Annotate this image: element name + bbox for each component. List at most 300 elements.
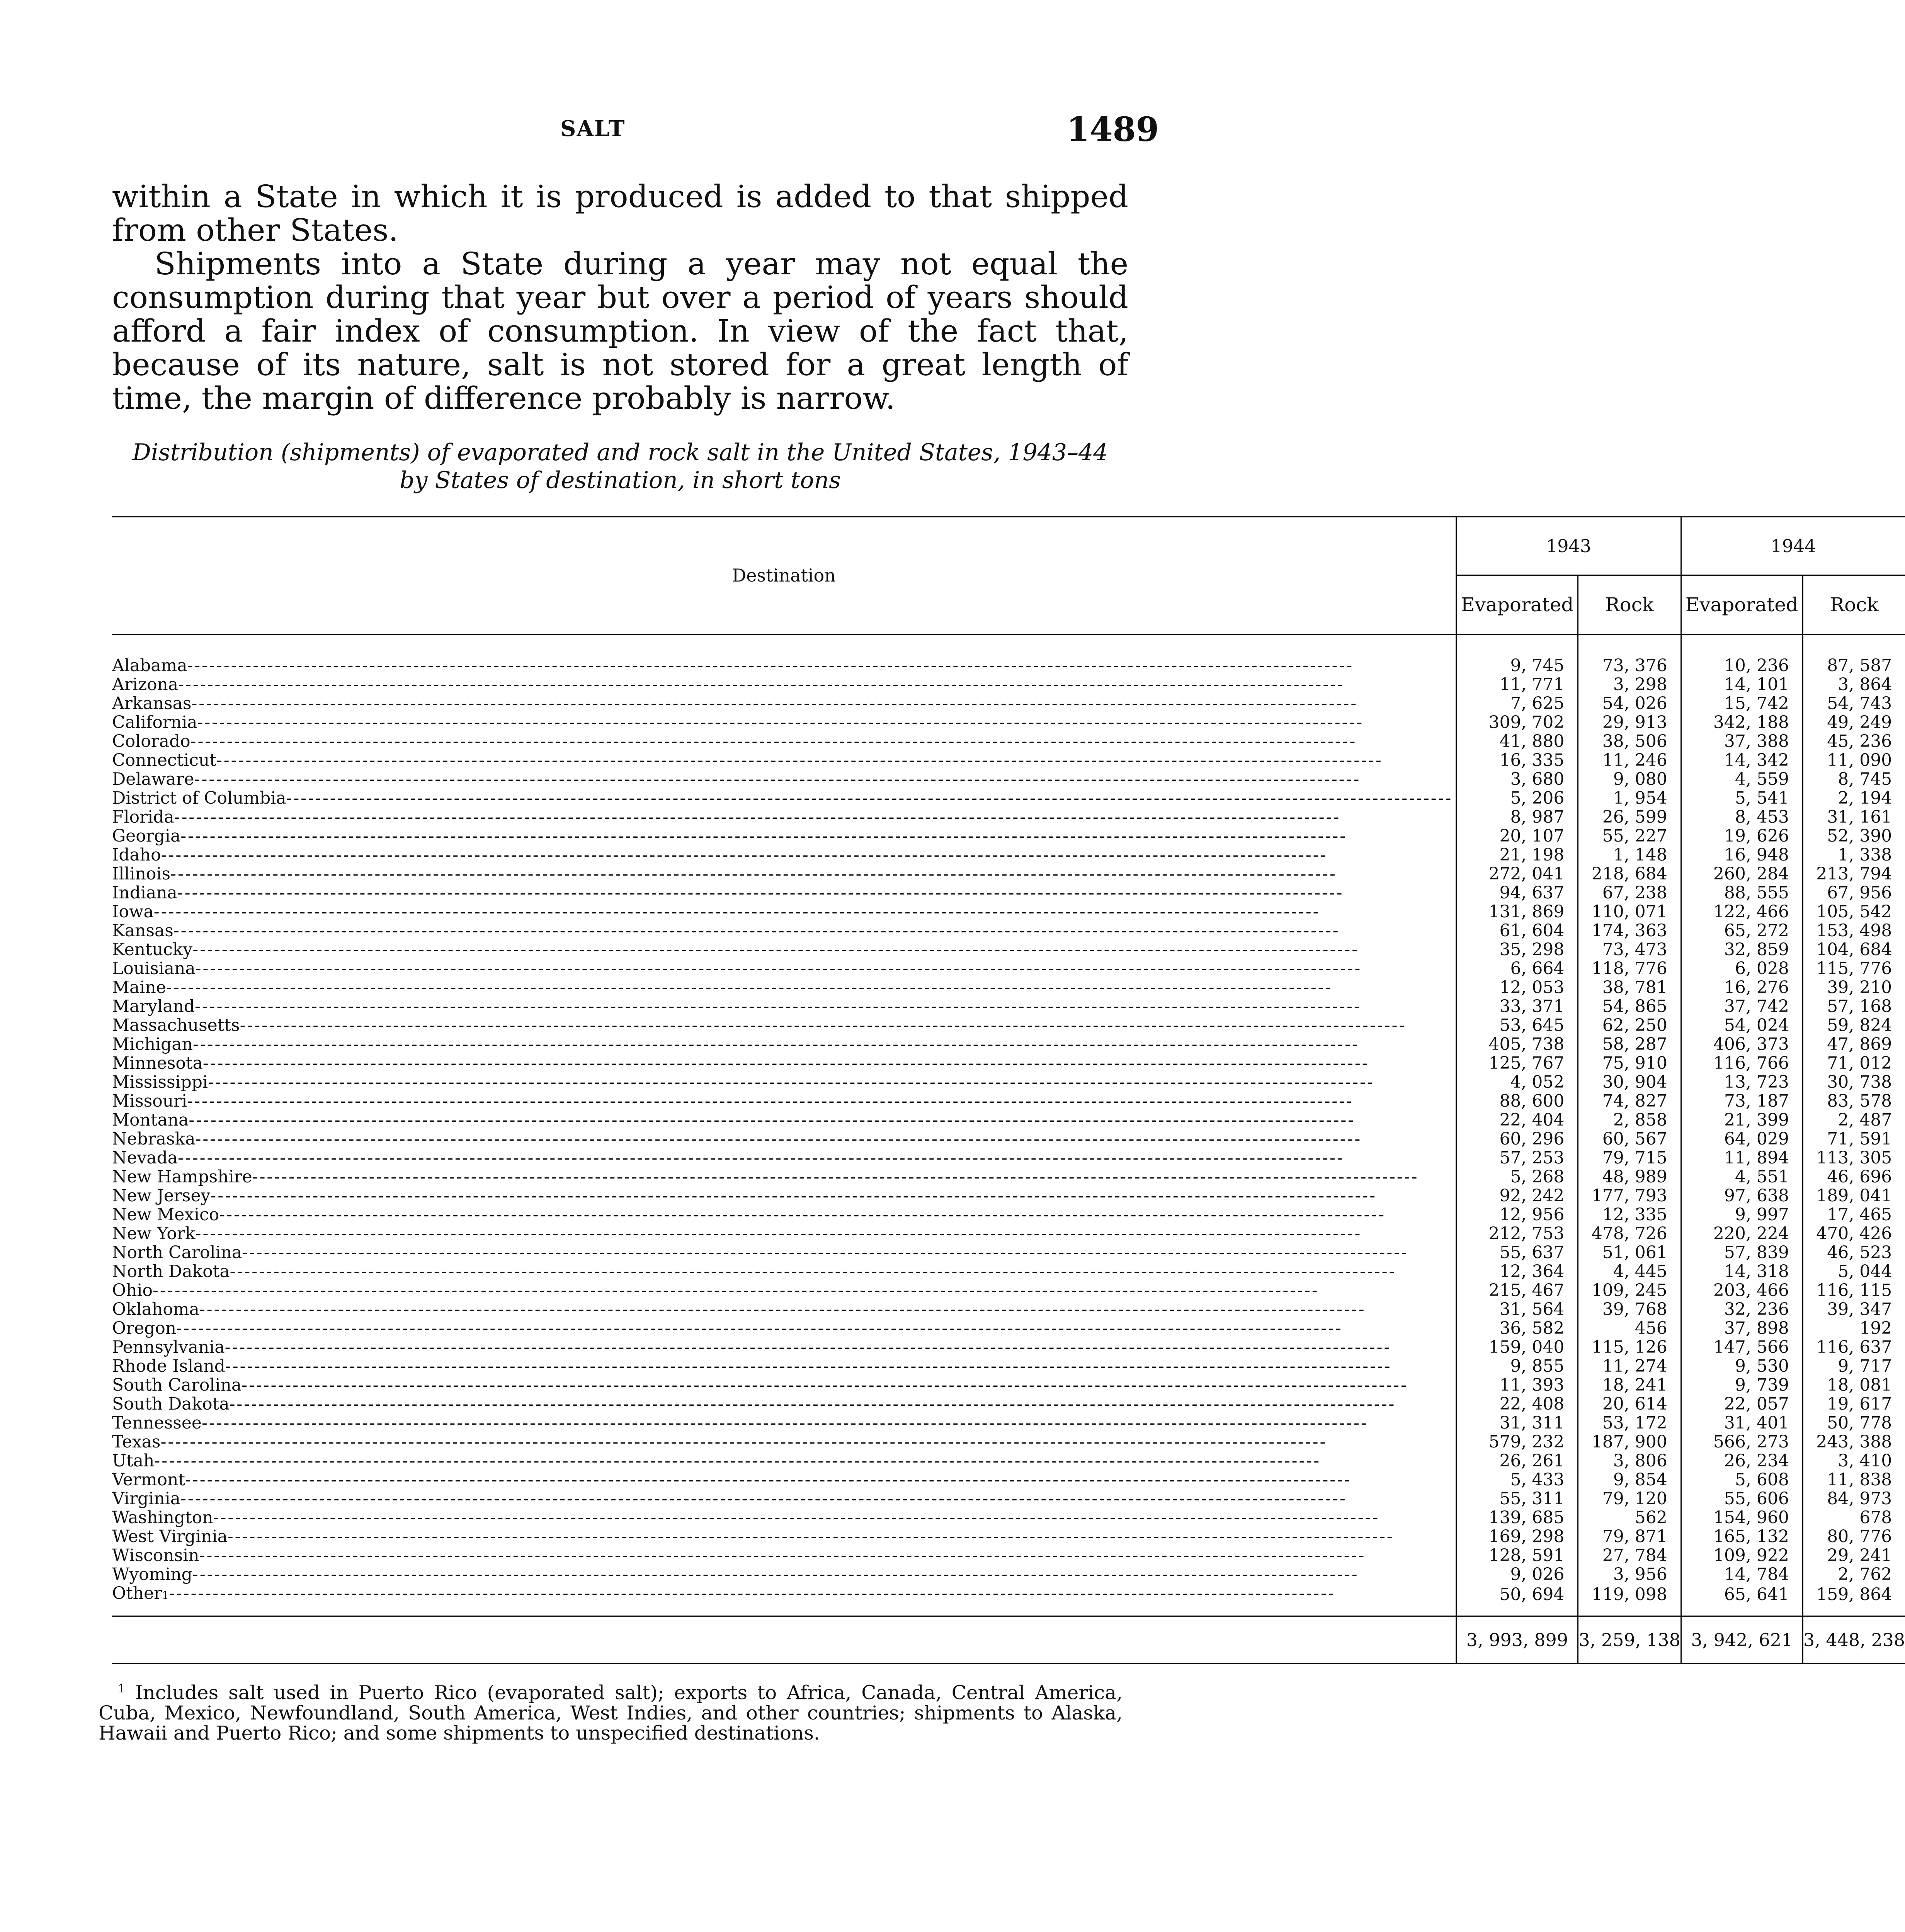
- value-cell: 30, 904: [1578, 1073, 1681, 1092]
- destination-label: Florida: [112, 807, 174, 827]
- value-cell: 105, 542: [1803, 902, 1905, 921]
- destination-label: New Jersey: [112, 1186, 211, 1206]
- value-cell: 9, 739: [1681, 1376, 1803, 1395]
- destination-cell: [112, 1186, 1456, 1205]
- dot-leader: [153, 1281, 1453, 1300]
- dot-leader: [197, 713, 1453, 732]
- table-row: [112, 1338, 1905, 1357]
- destination-cell: [112, 770, 1456, 789]
- value-cell: 406, 373: [1681, 1035, 1803, 1054]
- table-row: [112, 751, 1905, 770]
- value-cell: 67, 956: [1803, 883, 1905, 902]
- dot-leader: [199, 1300, 1453, 1319]
- value-cell: 215, 467: [1456, 1281, 1578, 1300]
- paragraph: Shipments into a State during a year may not equal the consumption during that year but over a period of years should afford a fair index of consumption. In view of the fact that, because of its nature, salt is not stored for a great length of time, the margin of difference probably is narrow.: [112, 246, 1128, 416]
- value-cell: 30, 738: [1803, 1073, 1905, 1092]
- value-cell: 7, 625: [1456, 694, 1578, 713]
- value-cell: 9, 530: [1681, 1357, 1803, 1376]
- table-row: [112, 1148, 1905, 1167]
- table-row: [112, 883, 1905, 902]
- value-cell: 405, 738: [1456, 1035, 1578, 1054]
- value-cell: 57, 168: [1803, 997, 1905, 1016]
- destination-label: Alabama: [112, 656, 187, 675]
- table-row: [112, 694, 1905, 713]
- destination-header: Destination: [732, 565, 836, 586]
- destination-cell: [112, 1376, 1456, 1395]
- value-cell: 4, 445: [1578, 1262, 1681, 1281]
- value-cell: 52, 390: [1803, 827, 1905, 845]
- value-cell: 29, 241: [1803, 1546, 1905, 1565]
- value-cell: 11, 246: [1578, 751, 1681, 770]
- destination-label: Utah: [112, 1451, 155, 1471]
- value-cell: 67, 238: [1578, 883, 1681, 902]
- table-caption: [112, 439, 1128, 494]
- running-head: SALT: [560, 116, 626, 141]
- value-cell: 5, 608: [1681, 1470, 1803, 1489]
- total-cell: 3, 942, 621: [1681, 1616, 1803, 1664]
- dot-leader: [202, 1413, 1453, 1432]
- value-cell: 14, 101: [1681, 675, 1803, 694]
- destination-label: South Dakota: [112, 1394, 230, 1414]
- table-row: [112, 864, 1905, 883]
- table-row: [112, 1546, 1905, 1565]
- dot-leader: [180, 1489, 1453, 1508]
- destination-label: New Hampshire: [112, 1167, 252, 1187]
- total-cell: 3, 259, 138: [1578, 1616, 1681, 1664]
- destination-cell: [112, 1092, 1456, 1111]
- value-cell: 260, 284: [1681, 864, 1803, 883]
- destination-label: New York: [112, 1224, 196, 1243]
- value-cell: 309, 702: [1456, 713, 1578, 732]
- value-cell: 14, 342: [1681, 751, 1803, 770]
- dot-leader: [154, 1451, 1453, 1470]
- value-cell: 159, 040: [1456, 1338, 1578, 1357]
- value-cell: 16, 276: [1681, 978, 1803, 997]
- destination-cell: [112, 1319, 1456, 1338]
- value-cell: 203, 466: [1681, 1281, 1803, 1300]
- value-cell: 19, 626: [1681, 827, 1803, 845]
- value-cell: 2, 858: [1578, 1111, 1681, 1129]
- value-cell: 21, 198: [1456, 845, 1578, 864]
- value-cell: 109, 245: [1578, 1281, 1681, 1300]
- value-cell: 562: [1578, 1508, 1681, 1527]
- table-row: [112, 1300, 1905, 1319]
- destination-label: California: [112, 713, 197, 732]
- dot-leader: [225, 1338, 1453, 1357]
- dot-leader: [176, 1319, 1453, 1338]
- destination-label: Minnesota: [112, 1053, 203, 1073]
- dot-leader: [185, 1470, 1453, 1489]
- table-row: [112, 1451, 1905, 1470]
- table-row: [112, 902, 1905, 921]
- value-cell: 177, 793: [1578, 1186, 1681, 1205]
- value-cell: 116, 637: [1803, 1338, 1905, 1357]
- value-cell: 169, 298: [1456, 1527, 1578, 1546]
- value-cell: 74, 827: [1578, 1092, 1681, 1111]
- destination-cell: [112, 634, 1456, 675]
- destination-label: Virginia: [112, 1489, 180, 1509]
- dot-leader: [210, 1186, 1453, 1205]
- value-cell: 57, 839: [1681, 1243, 1803, 1262]
- value-cell: 26, 234: [1681, 1451, 1803, 1470]
- value-cell: 19, 617: [1803, 1395, 1905, 1413]
- value-cell: 17, 465: [1803, 1205, 1905, 1224]
- value-cell: 5, 044: [1803, 1262, 1905, 1281]
- value-cell: 678: [1803, 1508, 1905, 1527]
- column-header: Rock: [1803, 575, 1905, 634]
- dot-leader: [228, 1527, 1453, 1546]
- value-cell: 189, 041: [1803, 1186, 1905, 1205]
- value-cell: 8, 453: [1681, 808, 1803, 827]
- value-cell: 579, 232: [1456, 1432, 1578, 1451]
- value-cell: 11, 838: [1803, 1470, 1905, 1489]
- dot-leader: [170, 864, 1453, 883]
- value-cell: 3, 298: [1578, 675, 1681, 694]
- column-header: Rock: [1578, 575, 1681, 634]
- destination-label: North Dakota: [112, 1262, 230, 1281]
- value-cell: 80, 776: [1803, 1527, 1905, 1546]
- value-cell: 2, 762: [1803, 1565, 1905, 1584]
- destination-cell: [112, 1470, 1456, 1489]
- dot-leader: [187, 656, 1453, 675]
- value-cell: 128, 591: [1456, 1546, 1578, 1565]
- destination-label: Montana: [112, 1110, 189, 1130]
- destination-cell: [112, 959, 1456, 978]
- value-cell: 6, 664: [1456, 959, 1578, 978]
- value-cell: 3, 864: [1803, 675, 1905, 694]
- destination-label: Connecticut: [112, 750, 216, 770]
- dot-leader: [242, 1376, 1453, 1395]
- dot-leader: [178, 1148, 1453, 1167]
- value-cell: 470, 426: [1803, 1224, 1905, 1243]
- table-row: [112, 1262, 1905, 1281]
- value-cell: 11, 274: [1578, 1357, 1681, 1376]
- value-cell: 118, 776: [1578, 959, 1681, 978]
- table-row: [112, 1584, 1905, 1616]
- value-cell: 71, 591: [1803, 1129, 1905, 1148]
- value-cell: 110, 071: [1578, 902, 1681, 921]
- destination-cell: [112, 1395, 1456, 1413]
- destination-cell: [112, 1357, 1456, 1376]
- value-cell: 11, 090: [1803, 751, 1905, 770]
- dot-leader: [219, 1205, 1453, 1224]
- table-row: [112, 634, 1905, 675]
- value-cell: 342, 188: [1681, 713, 1803, 732]
- table-row: [112, 1470, 1905, 1489]
- value-cell: 29, 913: [1578, 713, 1681, 732]
- value-cell: 153, 498: [1803, 921, 1905, 940]
- table-row: [112, 1224, 1905, 1243]
- destination-label: Tennessee: [112, 1413, 202, 1433]
- destination-label: Rhode Island: [112, 1356, 225, 1376]
- destination-cell: [112, 1224, 1456, 1243]
- dot-leader: [161, 1432, 1453, 1451]
- destination-cell: [112, 1148, 1456, 1167]
- value-cell: 65, 641: [1681, 1584, 1803, 1616]
- value-cell: 31, 564: [1456, 1300, 1578, 1319]
- value-cell: 4, 551: [1681, 1167, 1803, 1186]
- destination-cell: [112, 864, 1456, 883]
- table-row: [112, 770, 1905, 789]
- value-cell: 20, 614: [1578, 1395, 1681, 1413]
- year-header: 1943: [1456, 517, 1681, 575]
- value-cell: 14, 784: [1681, 1565, 1803, 1584]
- destination-label: South Carolina: [112, 1375, 242, 1395]
- value-cell: 55, 637: [1456, 1243, 1578, 1262]
- table-row: [112, 1508, 1905, 1527]
- dot-leader: [240, 1016, 1453, 1035]
- value-cell: 116, 115: [1803, 1281, 1905, 1300]
- footnote-mark: 1: [118, 1682, 126, 1696]
- dot-leader: [195, 997, 1453, 1016]
- table-row: [112, 1376, 1905, 1395]
- footnote-text: Includes salt used in Puerto Rico (evaporated salt); exports to Africa, Canada, Central America, Cuba, Mexico, Newfoundland, South America, West Indies, and other countries; shipments to Alaska, Hawaii and Puerto Rico; and some shipments to unspecified destinations.: [99, 1681, 1123, 1744]
- destination-cell: [112, 751, 1456, 770]
- destination-cell: [112, 1205, 1456, 1224]
- table-row: [112, 1073, 1905, 1092]
- destination-label: Ohio: [112, 1281, 153, 1300]
- value-cell: 125, 767: [1456, 1054, 1578, 1073]
- value-cell: 22, 404: [1456, 1111, 1578, 1129]
- value-cell: 46, 696: [1803, 1167, 1905, 1186]
- dot-leader: [166, 978, 1453, 997]
- value-cell: 6, 028: [1681, 959, 1803, 978]
- value-cell: 8, 987: [1456, 808, 1578, 827]
- value-cell: 147, 566: [1681, 1338, 1803, 1357]
- value-cell: 54, 743: [1803, 694, 1905, 713]
- value-cell: 37, 742: [1681, 997, 1803, 1016]
- year-header: 1944: [1681, 517, 1905, 575]
- value-cell: 49, 249: [1803, 713, 1905, 732]
- destination-label: Other: [112, 1583, 162, 1603]
- value-cell: 113, 305: [1803, 1148, 1905, 1167]
- destination-label: Maine: [112, 978, 166, 997]
- value-cell: 73, 187: [1681, 1092, 1803, 1111]
- table-row: [112, 940, 1905, 959]
- dot-leader: [189, 1111, 1453, 1129]
- destination-label: Kentucky: [112, 940, 193, 959]
- table-row: [112, 827, 1905, 845]
- dot-leader: [195, 1129, 1453, 1148]
- value-cell: 12, 364: [1456, 1262, 1578, 1281]
- value-cell: 45, 236: [1803, 732, 1905, 751]
- destination-cell: [112, 1035, 1456, 1054]
- destination-label: Oklahoma: [112, 1299, 199, 1319]
- value-cell: 272, 041: [1456, 864, 1578, 883]
- value-cell: 154, 960: [1681, 1508, 1803, 1527]
- dot-leader: [225, 1357, 1453, 1376]
- value-cell: 4, 559: [1681, 770, 1803, 789]
- destination-cell: [112, 1546, 1456, 1565]
- dot-leader: [199, 1546, 1453, 1565]
- destination-label: Vermont: [112, 1470, 185, 1490]
- value-cell: 13, 723: [1681, 1073, 1803, 1092]
- value-cell: 11, 771: [1456, 675, 1578, 694]
- destination-cell: [112, 732, 1456, 751]
- destination-label: Washington: [112, 1508, 213, 1527]
- value-cell: 54, 026: [1578, 694, 1681, 713]
- destination-cell: [112, 694, 1456, 713]
- value-cell: 5, 541: [1681, 789, 1803, 808]
- table-row: [112, 1565, 1905, 1584]
- dot-leader: [216, 751, 1453, 770]
- table-totals: [112, 1616, 1905, 1664]
- destination-cell: [112, 1527, 1456, 1546]
- value-cell: 97, 638: [1681, 1186, 1803, 1205]
- destination-label: Iowa: [112, 902, 154, 922]
- dot-leader: [190, 732, 1453, 751]
- table-row: [112, 845, 1905, 864]
- value-cell: 51, 061: [1578, 1243, 1681, 1262]
- dot-leader: [178, 675, 1453, 694]
- value-cell: 92, 242: [1456, 1186, 1578, 1205]
- dot-leader: [191, 694, 1453, 713]
- value-cell: 31, 401: [1681, 1413, 1803, 1432]
- table-row: [112, 1167, 1905, 1186]
- value-cell: 12, 053: [1456, 978, 1578, 997]
- table-row: [112, 1205, 1905, 1224]
- value-cell: 50, 778: [1803, 1413, 1905, 1432]
- value-cell: 104, 684: [1803, 940, 1905, 959]
- destination-cell: [112, 1565, 1456, 1584]
- destination-label: Mississippi: [112, 1072, 208, 1092]
- value-cell: 64, 029: [1681, 1129, 1803, 1148]
- value-cell: 53, 172: [1578, 1413, 1681, 1432]
- value-cell: 20, 107: [1456, 827, 1578, 845]
- value-cell: 1, 954: [1578, 789, 1681, 808]
- body-text: [112, 180, 1128, 415]
- caption-line: Distribution (shipments) of evaporated and rock salt in the United States, 1943–44: [132, 439, 1108, 466]
- dot-leader: [192, 940, 1453, 959]
- value-cell: 187, 900: [1578, 1432, 1681, 1451]
- value-cell: 21, 399: [1681, 1111, 1803, 1129]
- destination-label: Illinois: [112, 864, 171, 884]
- caption-line: by States of destination, in short tons: [400, 467, 841, 494]
- column-header: Evaporated: [1681, 575, 1803, 634]
- value-cell: 1, 338: [1803, 845, 1905, 864]
- destination-label: Nevada: [112, 1148, 178, 1168]
- totals-label-cell: [112, 1616, 1456, 1664]
- dot-leader: [203, 1054, 1453, 1073]
- destination-cell: [112, 675, 1456, 694]
- value-cell: 60, 567: [1578, 1129, 1681, 1148]
- dot-leader: [208, 1073, 1453, 1092]
- value-cell: 37, 388: [1681, 732, 1803, 751]
- destination-cell: [112, 883, 1456, 902]
- value-cell: 12, 335: [1578, 1205, 1681, 1224]
- table-row: [112, 1413, 1905, 1432]
- value-cell: 62, 250: [1578, 1016, 1681, 1035]
- value-cell: 46, 523: [1803, 1243, 1905, 1262]
- value-cell: 3, 806: [1578, 1451, 1681, 1470]
- destination-cell: [112, 1054, 1456, 1073]
- value-cell: 61, 604: [1456, 921, 1578, 940]
- destination-label: Arkansas: [112, 694, 192, 713]
- dot-leader: [252, 1167, 1453, 1186]
- table-row: [112, 1186, 1905, 1205]
- value-cell: 220, 224: [1681, 1224, 1803, 1243]
- value-cell: 87, 587: [1803, 634, 1905, 675]
- table-row: [112, 978, 1905, 997]
- destination-cell: [112, 1073, 1456, 1092]
- destination-cell: [112, 1489, 1456, 1508]
- value-cell: 131, 869: [1456, 902, 1578, 921]
- destination-label: Arizona: [112, 675, 179, 694]
- value-cell: 5, 206: [1456, 789, 1578, 808]
- destination-cell: [112, 1167, 1456, 1186]
- destination-label: Louisiana: [112, 959, 196, 978]
- column-header: Evaporated: [1456, 575, 1578, 634]
- value-cell: 83, 578: [1803, 1092, 1905, 1111]
- table-row: [112, 789, 1905, 808]
- dot-leader: [154, 902, 1453, 921]
- value-cell: 31, 161: [1803, 808, 1905, 827]
- value-cell: 15, 742: [1681, 694, 1803, 713]
- value-cell: 11, 393: [1456, 1376, 1578, 1395]
- value-cell: 213, 794: [1803, 864, 1905, 883]
- value-cell: 159, 864: [1803, 1584, 1905, 1616]
- total-cell: 3, 993, 899: [1456, 1616, 1578, 1664]
- destination-cell: [112, 997, 1456, 1016]
- destination-label: Georgia: [112, 826, 181, 846]
- dot-leader: [196, 959, 1453, 978]
- destination-label: New Mexico: [112, 1205, 219, 1225]
- destination-label: Delaware: [112, 769, 194, 789]
- value-cell: 9, 080: [1578, 770, 1681, 789]
- destination-cell: [112, 827, 1456, 845]
- value-cell: 50, 694: [1456, 1584, 1578, 1616]
- value-cell: 2, 487: [1803, 1111, 1905, 1129]
- table-row: [112, 675, 1905, 694]
- dot-leader: [169, 1584, 1453, 1603]
- value-cell: 3, 680: [1456, 770, 1578, 789]
- table-row: [112, 959, 1905, 978]
- value-cell: 9, 717: [1803, 1357, 1905, 1376]
- paragraph: within a State in which it is produced is added to that shipped from other States.: [112, 179, 1128, 248]
- value-cell: 79, 120: [1578, 1489, 1681, 1508]
- value-cell: 55, 227: [1578, 827, 1681, 845]
- value-cell: 1, 148: [1578, 845, 1681, 864]
- destination-label: Wyoming: [112, 1565, 192, 1584]
- value-cell: 122, 466: [1681, 902, 1803, 921]
- dot-leader: [173, 921, 1453, 940]
- destination-label: Colorado: [112, 731, 190, 751]
- destination-label: Wisconsin: [112, 1546, 199, 1565]
- footnote: [99, 1679, 1123, 1743]
- table-body: [112, 634, 1905, 1616]
- value-cell: 84, 973: [1803, 1489, 1905, 1508]
- value-cell: 27, 784: [1578, 1546, 1681, 1565]
- value-cell: 26, 599: [1578, 808, 1681, 827]
- table-row: [112, 1432, 1905, 1451]
- value-cell: 55, 606: [1681, 1489, 1803, 1508]
- value-cell: 39, 768: [1578, 1300, 1681, 1319]
- value-cell: 9, 855: [1456, 1357, 1578, 1376]
- value-cell: 165, 132: [1681, 1527, 1803, 1546]
- value-cell: 18, 241: [1578, 1376, 1681, 1395]
- destination-label: North Carolina: [112, 1243, 242, 1262]
- value-cell: 14, 318: [1681, 1262, 1803, 1281]
- table-row: [112, 808, 1905, 827]
- value-cell: 243, 388: [1803, 1432, 1905, 1451]
- value-cell: 38, 506: [1578, 732, 1681, 751]
- value-cell: 75, 910: [1578, 1054, 1681, 1073]
- value-cell: 456: [1578, 1319, 1681, 1338]
- destination-cell: [112, 1243, 1456, 1262]
- value-cell: 53, 645: [1456, 1016, 1578, 1035]
- destination-label: Kansas: [112, 921, 173, 940]
- destination-cell: [112, 713, 1456, 732]
